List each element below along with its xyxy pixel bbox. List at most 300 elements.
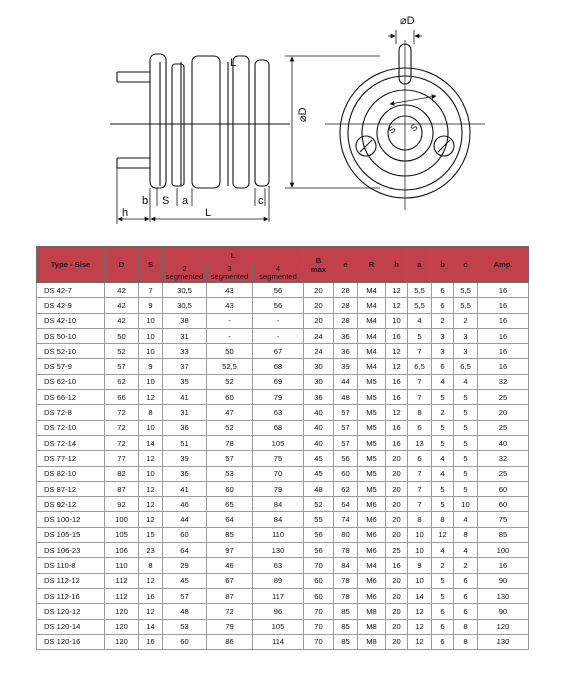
table-row <box>37 558 529 573</box>
table-cell: 84 <box>253 512 304 527</box>
table-cell: 120 <box>105 619 139 634</box>
table-cell: 68 <box>253 420 304 435</box>
table-cell: 72 <box>105 435 139 450</box>
table-cell: 67 <box>207 573 253 588</box>
table-cell: 69 <box>253 374 304 389</box>
table-cell: 6,5 <box>454 359 478 374</box>
table-cell: 100 <box>105 512 139 527</box>
table-row <box>37 328 529 343</box>
table-cell: 20 <box>386 588 408 603</box>
table-cell: 70 <box>253 466 304 481</box>
table-cell: 16 <box>478 298 529 313</box>
table-cell: 60 <box>304 573 334 588</box>
table-cell: 120 <box>478 619 529 634</box>
table-cell: 110 <box>105 558 139 573</box>
table-cell: 31 <box>163 405 207 420</box>
table-cell: 23 <box>139 543 163 558</box>
table-cell: 2 <box>432 405 454 420</box>
col-L-3-word: segmented <box>210 272 249 281</box>
table-cell: 16 <box>386 558 408 573</box>
table-cell: 16 <box>386 374 408 389</box>
table-cell: M4 <box>358 283 386 298</box>
table-cell: 78 <box>334 543 358 558</box>
table-cell: 110 <box>253 527 304 542</box>
table-cell: 20 <box>386 619 408 634</box>
table-cell: 15 <box>139 527 163 542</box>
table-cell: 85 <box>478 527 529 542</box>
table-cell: M4 <box>358 298 386 313</box>
table-cell: M4 <box>358 328 386 343</box>
label-rotated-2: S <box>408 122 420 134</box>
table-cell: 77 <box>105 451 139 466</box>
table-cell: 82 <box>105 466 139 481</box>
type-cell: DS 50-10 <box>37 328 105 343</box>
table-cell: 44 <box>163 512 207 527</box>
table-cell: 10 <box>454 497 478 512</box>
table-cell: 5 <box>454 420 478 435</box>
type-cell: DS 92-12 <box>37 497 105 512</box>
table-cell: M8 <box>358 634 386 649</box>
table-cell: M6 <box>358 512 386 527</box>
front-view <box>325 30 485 210</box>
table-cell: 51 <box>163 435 207 450</box>
table-cell: 85 <box>334 619 358 634</box>
table-cell: 53 <box>207 466 253 481</box>
type-cell: DS 66-12 <box>37 390 105 405</box>
table-cell: 70 <box>304 634 334 649</box>
table-cell: 10 <box>139 328 163 343</box>
table-cell: 75 <box>253 451 304 466</box>
table-cell: 20 <box>386 451 408 466</box>
table-cell: M5 <box>358 420 386 435</box>
table-row <box>37 298 529 313</box>
table-row <box>37 451 529 466</box>
table-cell: M5 <box>358 466 386 481</box>
table-cell: M6 <box>358 573 386 588</box>
table-cell: 45 <box>304 451 334 466</box>
table-cell: 5 <box>408 328 432 343</box>
table-cell: 5 <box>432 435 454 450</box>
table-cell: 14 <box>408 588 432 603</box>
table-cell: 84 <box>253 497 304 512</box>
table-cell: 90 <box>478 573 529 588</box>
table-cell: 60 <box>207 481 253 496</box>
table-cell: 20 <box>386 527 408 542</box>
table-cell: 12 <box>139 512 163 527</box>
table-cell: 12 <box>139 390 163 405</box>
label-h: h <box>122 207 129 219</box>
table-cell: 6 <box>454 573 478 588</box>
table-cell: 5 <box>454 390 478 405</box>
table-cell: 6 <box>454 604 478 619</box>
col-B-bottom: max <box>310 264 327 274</box>
table-cell: 16 <box>478 313 529 328</box>
table-cell: 2 <box>454 558 478 573</box>
col-L-2-num: 2 <box>182 264 187 273</box>
type-cell: DS 57-9 <box>37 359 105 374</box>
table-cell: 36 <box>163 466 207 481</box>
table-cell: 72 <box>105 405 139 420</box>
table-cell: 89 <box>253 573 304 588</box>
table-cell: 78 <box>334 588 358 603</box>
table-cell: 66 <box>105 390 139 405</box>
table-cell: 20 <box>478 405 529 420</box>
table-cell: 6 <box>432 619 454 634</box>
table-cell: 62 <box>105 374 139 389</box>
table-cell: 85 <box>334 634 358 649</box>
table-cell: 65 <box>207 497 253 512</box>
table-cell: 57 <box>207 451 253 466</box>
table-cell: 12 <box>432 527 454 542</box>
table-row <box>37 573 529 588</box>
table-cell: M5 <box>358 405 386 420</box>
specification-table <box>36 246 529 650</box>
table-row <box>37 527 529 542</box>
table-cell: 87 <box>207 588 253 603</box>
table-cell: 56 <box>304 527 334 542</box>
col-L-4-word: segmented <box>259 272 297 281</box>
type-cell: DS 120-16 <box>37 634 105 649</box>
label-a: a <box>182 195 189 207</box>
table-cell: 6 <box>408 420 432 435</box>
table-cell: 5 <box>454 451 478 466</box>
table-cell: 10 <box>408 573 432 588</box>
table-cell: 4 <box>454 374 478 389</box>
table-row <box>37 313 529 328</box>
type-cell: DS 42-7 <box>37 283 105 298</box>
table-cell: 12 <box>139 604 163 619</box>
table-cell: 28 <box>334 313 358 328</box>
table-cell: 4 <box>408 313 432 328</box>
col-amp: Amp. <box>478 247 529 283</box>
table-cell: 6 <box>432 283 454 298</box>
table-cell: 112 <box>105 588 139 603</box>
table-cell: 8 <box>454 634 478 649</box>
table-cell: 114 <box>253 634 304 649</box>
table-cell: 7 <box>408 481 432 496</box>
table-cell: 130 <box>478 588 529 603</box>
table-cell: 5,5 <box>408 298 432 313</box>
type-cell: DS 112-12 <box>37 573 105 588</box>
table-cell: 25 <box>478 420 529 435</box>
table-cell: 16 <box>386 420 408 435</box>
table-cell: 41 <box>163 481 207 496</box>
table-row <box>37 466 529 481</box>
type-cell: DS 87-12 <box>37 481 105 496</box>
label-L: L <box>205 207 212 219</box>
table-cell: 7 <box>408 390 432 405</box>
type-cell: DS 52-10 <box>37 344 105 359</box>
table-cell: 30,5 <box>163 298 207 313</box>
table-cell: 36 <box>163 420 207 435</box>
table-cell: 32 <box>478 451 529 466</box>
table-cell: 5 <box>432 588 454 603</box>
table-cell: 20 <box>386 573 408 588</box>
table-cell: 57 <box>105 359 139 374</box>
table-cell: 4 <box>454 512 478 527</box>
table-row <box>37 619 529 634</box>
table-cell: 28 <box>334 298 358 313</box>
label-c: c <box>258 195 264 207</box>
table-cell: 10 <box>139 420 163 435</box>
col-e: e <box>334 247 358 283</box>
table-cell: 120 <box>105 604 139 619</box>
table-cell: 20 <box>386 604 408 619</box>
table-cell: 12 <box>386 283 408 298</box>
table-cell: 63 <box>253 558 304 573</box>
table-cell: M8 <box>358 619 386 634</box>
col-B-top: B <box>315 255 322 265</box>
table-cell: 20 <box>304 298 334 313</box>
table-cell: 6 <box>432 298 454 313</box>
label-L-top: L <box>230 57 237 69</box>
table-cell: 57 <box>334 435 358 450</box>
table-cell: M4 <box>358 313 386 328</box>
table-cell: 105 <box>105 527 139 542</box>
table-cell: 5,5 <box>454 283 478 298</box>
table-cell: 3 <box>432 328 454 343</box>
table-cell: 85 <box>207 527 253 542</box>
table-row <box>37 588 529 603</box>
type-cell: DS 110-8 <box>37 558 105 573</box>
col-L-4-num: 4 <box>275 264 281 273</box>
col-S: S <box>139 247 163 283</box>
table-cell: 10 <box>139 374 163 389</box>
table-cell: 43 <box>207 298 253 313</box>
table-cell: 3 <box>454 328 478 343</box>
table-cell: 36 <box>334 328 358 343</box>
table-cell: M6 <box>358 497 386 512</box>
table-cell: 70 <box>304 604 334 619</box>
col-a: a <box>408 247 432 283</box>
type-cell: DS 106-23 <box>37 543 105 558</box>
table-cell: M5 <box>358 481 386 496</box>
table-cell: 43 <box>207 283 253 298</box>
table-row <box>37 435 529 450</box>
table-cell: 16 <box>478 558 529 573</box>
table-cell: 16 <box>386 328 408 343</box>
table-cell: 5 <box>454 466 478 481</box>
table-cell: 56 <box>334 451 358 466</box>
table-cell: 45 <box>304 466 334 481</box>
table-cell: 40 <box>304 435 334 450</box>
table-cell: 40 <box>304 405 334 420</box>
table-cell: 10 <box>386 313 408 328</box>
table-cell: 8 <box>408 512 432 527</box>
table-cell: 84 <box>334 558 358 573</box>
table-cell: 79 <box>207 619 253 634</box>
table-cell: 5 <box>432 573 454 588</box>
table-cell: 55 <box>304 512 334 527</box>
type-cell: DS 62-10 <box>37 374 105 389</box>
table-cell: 6 <box>454 588 478 603</box>
table-cell: - <box>207 328 253 343</box>
table-cell: 12 <box>386 344 408 359</box>
table-row <box>37 344 529 359</box>
col-L-3-num: 3 <box>227 264 232 273</box>
table-cell: 90 <box>478 604 529 619</box>
table-cell: 57 <box>334 405 358 420</box>
table-cell: 20 <box>386 634 408 649</box>
table-cell: 12 <box>386 359 408 374</box>
table-row <box>37 634 529 649</box>
table-cell: 106 <box>105 543 139 558</box>
outer-diameter-label: ⌀D <box>297 107 309 122</box>
table-cell: 3 <box>454 344 478 359</box>
table-cell: 5 <box>454 405 478 420</box>
col-L-2-word: segmented <box>165 272 204 281</box>
col-B <box>304 247 334 283</box>
table-cell: 24 <box>304 328 334 343</box>
table-cell: 37 <box>163 359 207 374</box>
table-cell: 40 <box>304 420 334 435</box>
table-cell: 10 <box>139 344 163 359</box>
table-cell: 42 <box>105 313 139 328</box>
label-S: S <box>162 195 170 207</box>
table-cell: 8 <box>139 558 163 573</box>
table-cell: 6,5 <box>408 359 432 374</box>
table-cell: 20 <box>386 497 408 512</box>
table-cell: 45 <box>163 573 207 588</box>
table-cell: 14 <box>139 435 163 450</box>
table-cell: 12 <box>408 619 432 634</box>
table-cell: 12 <box>386 405 408 420</box>
type-cell: DS 42-10 <box>37 313 105 328</box>
col-L-3-segmented <box>207 264 253 283</box>
technical-drawing <box>0 0 571 240</box>
table-cell: 3 <box>432 344 454 359</box>
table-cell: 74 <box>334 512 358 527</box>
table-cell: 60 <box>304 588 334 603</box>
table-cell: 60 <box>478 481 529 496</box>
table-cell: 48 <box>304 481 334 496</box>
table-cell: 72 <box>105 420 139 435</box>
table-cell: 14 <box>139 619 163 634</box>
table-cell: M5 <box>358 374 386 389</box>
table-cell: 70 <box>304 558 334 573</box>
table-cell: - <box>253 313 304 328</box>
table-cell: 10 <box>139 466 163 481</box>
table-cell: 46 <box>163 497 207 512</box>
table-cell: M8 <box>358 604 386 619</box>
table-cell: 12 <box>408 604 432 619</box>
table-cell: 7 <box>408 374 432 389</box>
bore-diameter-label: ⌀D <box>400 15 415 27</box>
table-cell: 16 <box>478 283 529 298</box>
table-cell: 8 <box>408 405 432 420</box>
table-cell: 62 <box>334 481 358 496</box>
table-cell: 29 <box>163 558 207 573</box>
table-cell: 10 <box>408 527 432 542</box>
table-cell: M6 <box>358 543 386 558</box>
table-cell: 46 <box>207 558 253 573</box>
table-cell: 16 <box>386 390 408 405</box>
table-cell: 50 <box>207 344 253 359</box>
table-cell: 70 <box>304 619 334 634</box>
table-cell: 8 <box>454 619 478 634</box>
table-cell: 80 <box>334 527 358 542</box>
table-cell: 20 <box>386 512 408 527</box>
table-cell: 117 <box>253 588 304 603</box>
table-row <box>37 497 529 512</box>
table-cell: 41 <box>163 390 207 405</box>
table-cell: 8 <box>139 405 163 420</box>
table-cell: 9 <box>408 558 432 573</box>
table-cell: 7 <box>408 497 432 512</box>
type-cell: DS 120-14 <box>37 619 105 634</box>
table-cell: M5 <box>358 390 386 405</box>
col-type: Type - Sise <box>37 247 105 283</box>
table-cell: 12 <box>408 634 432 649</box>
table-cell: 4 <box>432 466 454 481</box>
table-cell: - <box>207 313 253 328</box>
table-cell: 20 <box>304 283 334 298</box>
type-cell: DS 120-12 <box>37 604 105 619</box>
table-cell: 56 <box>253 283 304 298</box>
table-cell: 4 <box>432 374 454 389</box>
table-cell: 2 <box>432 558 454 573</box>
table-cell: 24 <box>304 344 334 359</box>
table-cell: 36 <box>334 344 358 359</box>
table-cell: 64 <box>163 543 207 558</box>
table-cell: 56 <box>253 298 304 313</box>
table-cell: 8 <box>454 527 478 542</box>
table-cell: 39 <box>163 451 207 466</box>
table-cell: 25 <box>478 466 529 481</box>
table-cell: 7 <box>139 283 163 298</box>
table-row <box>37 374 529 389</box>
table-cell: 64 <box>334 497 358 512</box>
table-cell: 130 <box>478 634 529 649</box>
table-cell: 6 <box>432 359 454 374</box>
table-cell: 39 <box>334 359 358 374</box>
table-cell: 16 <box>139 588 163 603</box>
table-cell: 57 <box>163 588 207 603</box>
table-cell: 105 <box>253 435 304 450</box>
type-cell: DS 42-9 <box>37 298 105 313</box>
header-row <box>37 247 529 264</box>
table-cell: 100 <box>478 543 529 558</box>
table-cell: 25 <box>478 390 529 405</box>
table-cell: 4 <box>454 543 478 558</box>
type-cell: DS 100-12 <box>37 512 105 527</box>
table-cell: 60 <box>163 634 207 649</box>
table-row <box>37 512 529 527</box>
table-cell: 10 <box>139 313 163 328</box>
table-row <box>37 283 529 298</box>
table-cell: 42 <box>105 283 139 298</box>
table-cell: 30 <box>304 359 334 374</box>
table-row <box>37 481 529 496</box>
table-row <box>37 390 529 405</box>
table-cell: M5 <box>358 435 386 450</box>
table-cell: M4 <box>358 359 386 374</box>
table-cell: 78 <box>334 573 358 588</box>
table-cell: 40 <box>478 435 529 450</box>
table-cell: 9 <box>139 298 163 313</box>
table-body <box>37 283 529 650</box>
table-cell: 63 <box>253 405 304 420</box>
table-cell: 33 <box>163 344 207 359</box>
table-cell: 130 <box>253 543 304 558</box>
table-row <box>37 405 529 420</box>
table-cell: 12 <box>386 298 408 313</box>
table-cell: 96 <box>253 604 304 619</box>
table-row <box>37 359 529 374</box>
table-cell: 97 <box>207 543 253 558</box>
col-L: L <box>163 247 304 264</box>
table-cell: 48 <box>163 604 207 619</box>
